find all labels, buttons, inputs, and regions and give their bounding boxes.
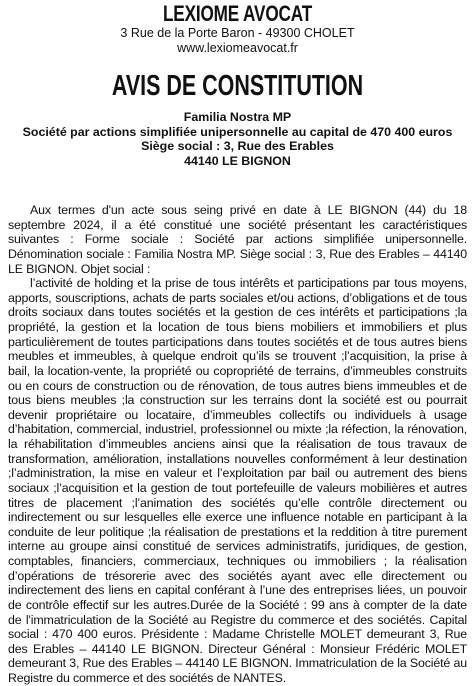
company-name: Familia Nostra MP bbox=[183, 110, 292, 124]
company-form-capital: Société par actions simplifiée unipersonnelle au capital de 470 400 euros bbox=[22, 124, 453, 139]
notice-paragraph-intro: Aux termes d'un acte sous seing privé en date à LE BIGNON (44) du 18 septembre 2024, il a été constitué une société présentant les caractéristiques suivantes : Forme sociale : Société par actions simplifiée unipersonnelle. Dénomination sociale : Familia Nostra MP. Siège social : 3, Rue des Erables – 44140 LE BIGNON. Objet social : bbox=[8, 203, 467, 276]
company-seat: Siège social : 3, Rue des Erables bbox=[141, 139, 334, 153]
notice-body bbox=[8, 203, 467, 686]
company-city: 44140 LE BIGNON bbox=[184, 153, 291, 168]
firm-website: www.lexiomeavocat.fr bbox=[177, 41, 298, 55]
notice-paragraph-object: l’activité de holding et la prise de tous intérêts et participations par tous moyens, apports, souscriptions, achats de parts sociales et/ou actions, d’obligations et de tous droits sociaux dans toutes sociétés et la gestion de ces intérêts et participations ;la propriété, la gestion et la location de tous biens mobiliers et immobiliers et plus particulièrement de toutes participations dans toutes sociétés et de tous autres biens meubles et immeubles, à quelque endroit qu’ils se trouvent ;l’acquisition, la prise à bail, la location-vente, la propriété ou copropriété de terrains, d’immeubles construits ou en cours de construction ou de rénovation, de tous autres biens immeubles et de tous biens meubles ;la construction sur les terrains dont la société est ou pourrait devenir propriétaire ou locataire, d’immeubles collectifs ou individuels à usage d’habitation, commercial, industriel, professionnel ou mixte ;la réfection, la rénovation, la réhabilitation d’immeubles anciens ainsi que la réalisation de tous travaux de transformation, amélioration, installations nouvelles conformément à leur destination ;l’administration, la mise en valeur et l’exploitation par bail ou autrement des biens sociaux ;l’acquisition et la gestion de tout portefeuille de valeurs mobilières et autres titres de placement ;l’animation des sociétés qu’elle contrôle directement ou indirectement ou sur lesquelles elle exerce une influence notable en participant à la conduite de leur politique ;la réalisation de prestations et la reddition à titre purement interne au groupe ainsi constitué de services administratifs, juridiques, de gestion, comptables, financiers, commerciaux, techniques ou immobiliers ; la réalisation d’opérations de trésorerie avec des sociétés ayant avec elle directement ou indirectement des liens en capital conférant à l’une des entreprises liées, un pouvoir de contrôle effectif sur les autres.Durée de la Société : 99 ans à compter de la date de l'immatriculation de la Société au Registre du commerce et des sociétés. Capital social : 470 400 euros. Présidente : Madame Christelle MOLET demeurant 3, Rue des Erables – 44140 LE BIGNON. Directeur Général : Monsieur Frédéric MOLET demeurant 3, Rue des Erables – 44140 LE BIGNON. Immatriculation de la Société au Registre du commerce et des sociétés de NANTES. bbox=[8, 276, 467, 685]
notice-title: AVIS DE CONSTITUTION bbox=[111, 70, 364, 102]
company-identity bbox=[8, 110, 467, 168]
firm-header bbox=[8, 2, 467, 56]
firm-address: 3 Rue de la Porte Baron - 49300 CHOLET bbox=[120, 26, 355, 40]
firm-name: LEXIOME AVOCAT bbox=[162, 1, 313, 26]
